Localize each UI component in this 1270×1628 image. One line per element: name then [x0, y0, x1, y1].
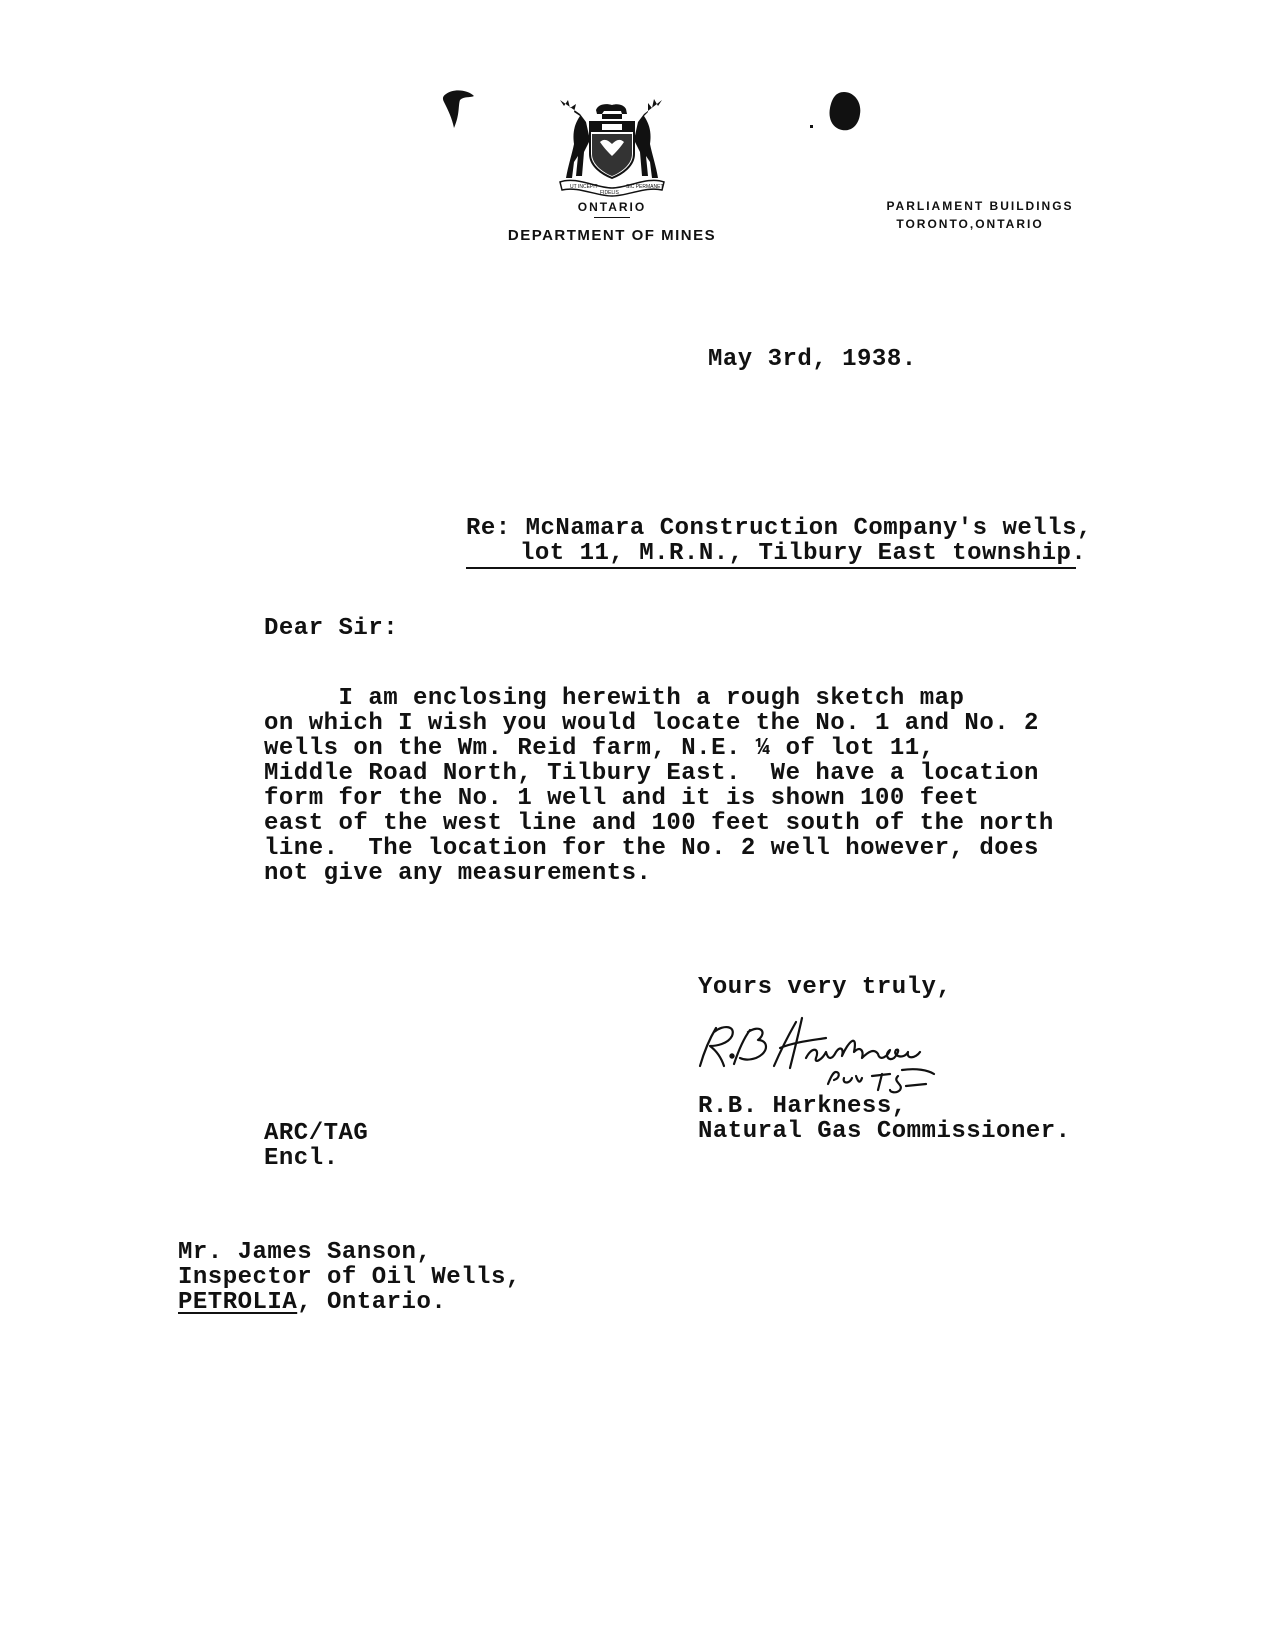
- recipient-city-suffix: , Ontario.: [297, 1289, 447, 1316]
- recipient-address: [178, 1290, 446, 1315]
- ink-blot-left: [440, 88, 480, 132]
- motto-mid: FIDELIS: [600, 190, 619, 196]
- letterhead-address-line2: TORONTO,ONTARIO: [896, 217, 1044, 231]
- signer-title: Natural Gas Commissioner.: [698, 1118, 1071, 1145]
- body-line: east of the west line and 100 feet south of the north: [264, 810, 1054, 837]
- enclosure-note: Encl.: [264, 1145, 339, 1172]
- letter-date: May 3rd, 1938.: [708, 346, 917, 373]
- closing: Yours very truly,: [698, 974, 952, 1001]
- subject-line1: Re: McNamara Construction Company's wells,: [466, 515, 1092, 542]
- signer-name: R.B. Harkness,: [698, 1093, 907, 1120]
- salutation: Dear Sir:: [264, 615, 399, 642]
- body-line: I am enclosing herewith a rough sketch map: [264, 685, 965, 712]
- ink-speck: [810, 125, 813, 128]
- handwritten-signature: [694, 1012, 944, 1098]
- letterhead-province: ONTARIO: [577, 200, 647, 214]
- letterhead-divider: [594, 217, 630, 218]
- body-line: not give any measurements.: [264, 860, 652, 887]
- body-line: wells on the Wm. Reid farm, N.E. ¼ of lot 11,: [264, 735, 935, 762]
- ink-blot-right: [826, 90, 864, 134]
- recipient-name: Mr. James Sanson,: [178, 1239, 432, 1266]
- motto-left: UT INCEPIT: [570, 184, 598, 190]
- body-line: Middle Road North, Tilbury East. We have a location: [264, 760, 1039, 787]
- motto-right: SIC PERMANET: [626, 184, 664, 190]
- recipient-city: PETROLIA: [178, 1289, 298, 1316]
- ontario-coat-of-arms: [556, 96, 668, 198]
- letterhead-department: DEPARTMENT OF MINES: [507, 227, 717, 244]
- body-line: on which I wish you would locate the No. 1 and No. 2: [264, 710, 1039, 737]
- reference-initials: ARC/TAG: [264, 1120, 369, 1147]
- letterhead-address-line1: PARLIAMENT BUILDINGS: [886, 199, 1074, 213]
- subject-underline: [466, 567, 1076, 569]
- letter-body: [264, 686, 1054, 886]
- body-line: form for the No. 1 well and it is shown 100 feet: [264, 785, 980, 812]
- subject-line2: lot 11, M.R.N., Tilbury East township.: [520, 540, 1087, 567]
- recipient-title: Inspector of Oil Wells,: [178, 1264, 521, 1291]
- body-line: line. The location for the No. 2 well however, does: [264, 835, 1039, 862]
